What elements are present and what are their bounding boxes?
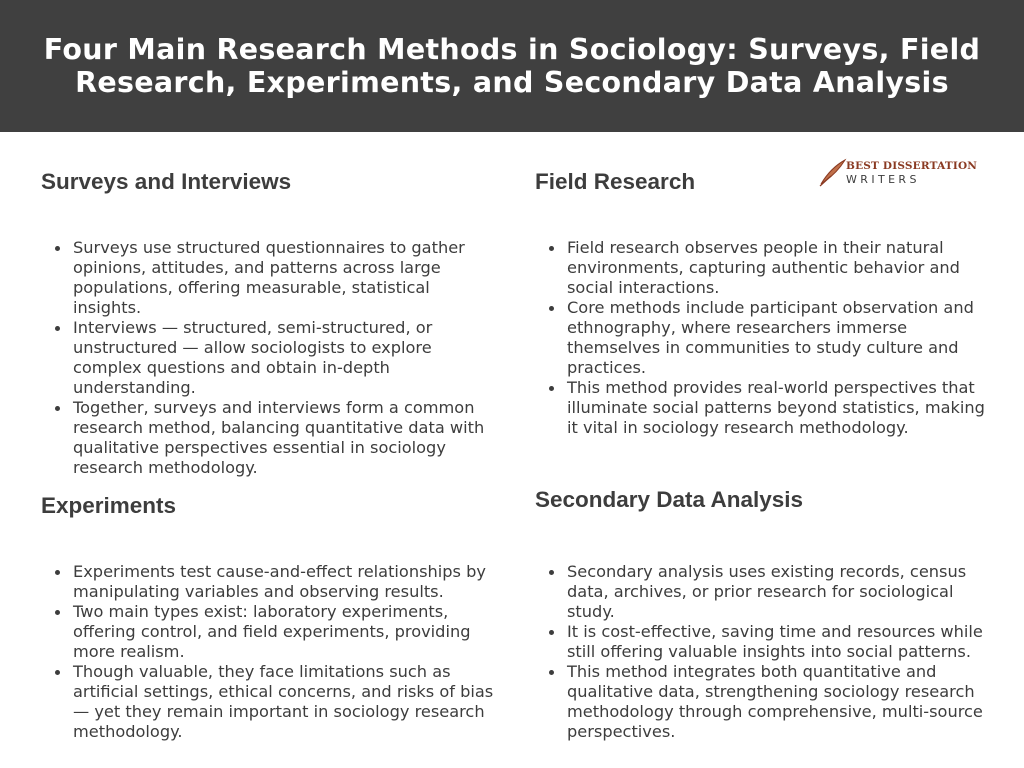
bullet-icon xyxy=(55,670,60,675)
bullet-icon xyxy=(549,386,554,391)
bullet-icon xyxy=(549,670,554,675)
logo-line-1: BEST DISSERTATION xyxy=(846,160,978,172)
bullet-list xyxy=(535,238,995,438)
bullet-icon xyxy=(549,630,554,635)
list-item: This method integrates both quantitative and qualitative data, strengthening sociology research methodology through comprehensive, multi-source perspectives. xyxy=(535,662,995,742)
list-item: Interviews — structured, semi-structured, or unstructured — allow sociologists to explore complex questions and obtain in-depth understanding. xyxy=(41,318,501,398)
bullet-icon xyxy=(549,306,554,311)
bullet-icon xyxy=(549,246,554,251)
list-item: This method provides real-world perspectives that illuminate social patterns beyond statistics, making it vital in sociology research methodology. xyxy=(535,378,995,438)
list-item: Two main types exist: laboratory experiments, offering control, and field experiments, providing more realism. xyxy=(41,602,501,662)
bullet-icon xyxy=(55,406,60,411)
page-title: Four Main Research Methods in Sociology: Surveys, Field Research, Experiments, and Secondary Data Analysis xyxy=(43,33,981,99)
section-field-research xyxy=(535,168,995,438)
section-heading: Surveys and Interviews xyxy=(41,169,292,194)
section-heading: Secondary Data Analysis xyxy=(535,487,804,512)
bullet-icon xyxy=(55,570,60,575)
list-item: Together, surveys and interviews form a common research method, balancing quantitative data with qualitative perspectives essential in sociology research methodology. xyxy=(41,398,501,478)
list-item: Secondary analysis uses existing records, census data, archives, or prior research for sociological study. xyxy=(535,562,995,622)
logo-line-2: WRITERS xyxy=(846,173,920,186)
bullet-icon xyxy=(55,610,60,615)
section-heading: Experiments xyxy=(41,493,177,518)
bullet-list xyxy=(535,562,995,742)
list-item: Though valuable, they face limitations such as artificial settings, ethical concerns, and risks of bias — yet they remain important in sociology research methodology. xyxy=(41,662,501,742)
title-banner xyxy=(0,0,1024,132)
list-item: Surveys use structured questionnaires to gather opinions, attitudes, and patterns across large populations, offering measurable, statistical insights. xyxy=(41,238,501,318)
section-secondary-data-analysis xyxy=(535,486,995,742)
list-item: Core methods include participant observation and ethnography, where researchers immerse themselves in communities to study culture and practices. xyxy=(535,298,995,378)
section-heading: Field Research xyxy=(535,169,696,194)
list-item: Experiments test cause-and-effect relationships by manipulating variables and observing results. xyxy=(41,562,501,602)
section-experiments xyxy=(41,492,501,742)
bullet-icon xyxy=(55,326,60,331)
bullet-icon xyxy=(549,570,554,575)
section-surveys-interviews xyxy=(41,168,501,478)
bullet-list xyxy=(41,238,501,478)
list-item: It is cost-effective, saving time and resources while still offering valuable insights into social patterns. xyxy=(535,622,995,662)
bullet-list xyxy=(41,562,501,742)
list-item: Field research observes people in their natural environments, capturing authentic behavior and social interactions. xyxy=(535,238,995,298)
bullet-icon xyxy=(55,246,60,251)
